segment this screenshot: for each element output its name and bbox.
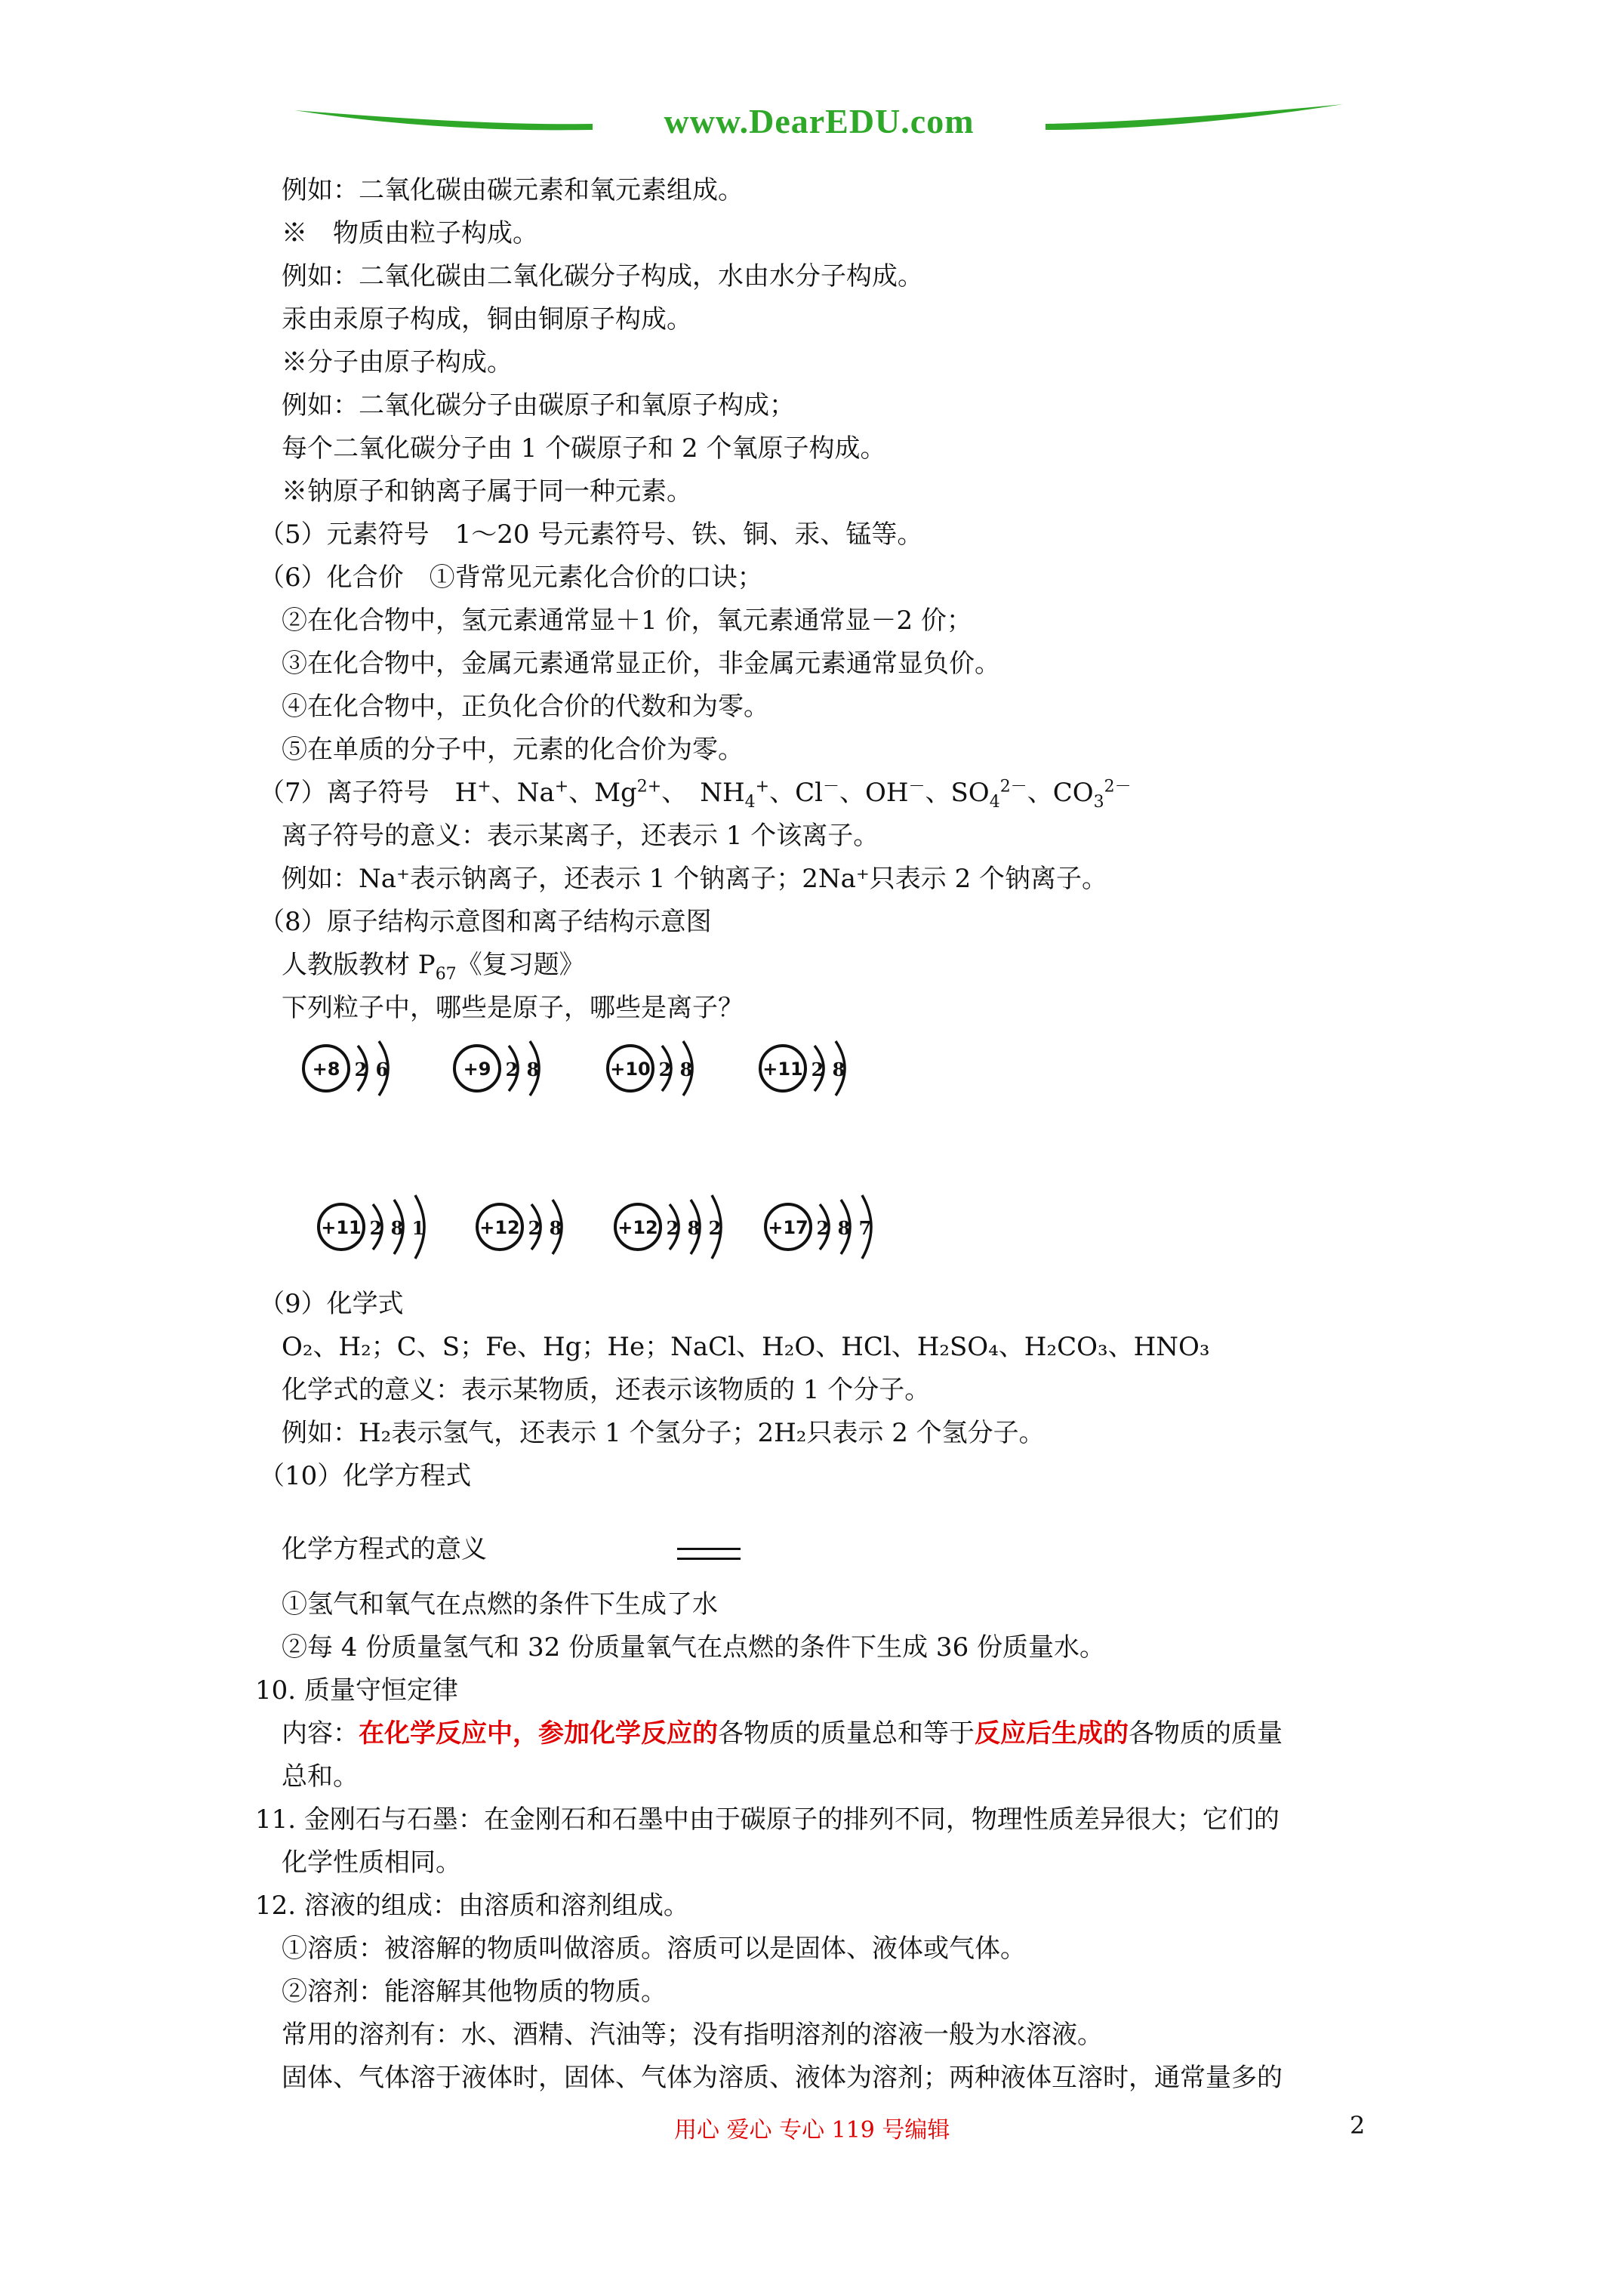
text-line: 化学性质相同。 <box>282 1848 461 1878</box>
electron-count: 8 <box>837 1217 851 1239</box>
ion-symbol: $SO_4^{2-}$ <box>950 777 1027 812</box>
electron-count: 2 <box>666 1217 679 1239</box>
ion-symbol: H+ <box>454 777 491 808</box>
ion-symbol: $CO_3^{2-}$ <box>1052 777 1132 812</box>
electron-count: 2 <box>354 1059 368 1080</box>
electron-count: 2 <box>528 1217 541 1239</box>
nucleus-charge: +17 <box>768 1217 808 1238</box>
nucleus-charge: +12 <box>617 1217 658 1238</box>
electron-count: 2 <box>505 1059 519 1080</box>
electron-count: 8 <box>687 1217 701 1239</box>
electron-count: 8 <box>549 1217 562 1239</box>
electron-count: 2 <box>369 1217 383 1239</box>
text-line: ①溶质：被溶解的物质叫做溶质。溶质可以是固体、液体或气体。 <box>282 1934 1026 1964</box>
electron-count: 2 <box>658 1059 672 1080</box>
atom-structure-diagram <box>454 1041 539 1096</box>
ion-symbol: Na+ <box>516 777 569 808</box>
electron-count: 1 <box>411 1217 425 1239</box>
electron-count: 8 <box>679 1059 693 1080</box>
text-line: （5）元素符号 1～20 号元素符号、铁、铜、汞、锰等。 <box>259 519 923 550</box>
text-line: 化学式的意义：表示某物质，还表示该物质的 1 个分子。 <box>282 1375 931 1405</box>
text-line: ※ 物质由粒子构成。 <box>282 218 538 248</box>
text-line: ①氢气和氧气在点燃的条件下生成了水 <box>282 1589 718 1620</box>
electron-count: 8 <box>390 1217 404 1239</box>
nucleus-charge: +10 <box>610 1059 651 1080</box>
site-logo-text: www.DearEDU.com <box>664 102 975 140</box>
text-line: （9）化学式 <box>259 1289 404 1319</box>
text-line: （10）化学方程式 <box>259 1461 472 1491</box>
textbook-line: 人教版教材 $P_{67}$《复习题》 <box>282 950 585 984</box>
ion-line-prefix: （7）离子符号 <box>259 778 455 808</box>
electron-count: 2 <box>816 1217 830 1239</box>
text-line: 离子符号的意义：表示某离子，还表示 1 个该离子。 <box>282 821 879 851</box>
electron-count: 2 <box>708 1217 722 1239</box>
text-line: 汞由汞原子构成，铜由铜原子构成。 <box>282 304 692 334</box>
text-line: （6）化合价 ①背常见元素化合价的口诀； <box>259 562 763 593</box>
mass-conservation-line: 内容：在化学反应中，参加化学反应的各物质的质量总和等于反应后生成的各物质的质量 <box>282 1718 1283 1749</box>
text-line: 每个二氧化碳分子由 1 个碳原子和 2 个氧原子构成。 <box>282 433 886 464</box>
atom-structure-diagram <box>319 1195 424 1259</box>
ion-symbol: OH－ <box>864 777 925 808</box>
text-line: 总和。 <box>282 1761 359 1792</box>
ion-symbol: Cl－ <box>795 777 839 808</box>
electron-count: 8 <box>832 1059 845 1080</box>
site-header <box>294 97 1344 157</box>
nucleus-charge: +9 <box>463 1059 491 1080</box>
text-line: 化学方程式的意义 <box>282 1534 487 1564</box>
text-line: 12. 溶液的组成：由溶质和溶剂组成。 <box>255 1891 689 1921</box>
text-line: ④在化合物中，正负化合价的代数和为零。 <box>282 692 769 722</box>
atom-structure-diagram <box>765 1195 871 1259</box>
text-line: ※分子由原子构成。 <box>282 347 513 378</box>
text-line: 10. 质量守恒定律 <box>255 1675 458 1706</box>
nucleus-charge: +11 <box>762 1059 803 1080</box>
text-line: 11. 金刚石与石墨：在金刚石和石墨中由于碳原子的排列不同，物理性质差异很大；它们的 <box>255 1804 1280 1835</box>
ion-symbols-line: （7）离子符号 H+、Na+、$Mg^{2+}$、 $NH_4^+$、Cl－、OH－、$SO_4^{2-}$、$CO_3^{2-}$ <box>259 777 1132 812</box>
atom-structure-diagram <box>608 1041 692 1096</box>
atom-structure-diagram <box>615 1195 721 1259</box>
text-line: ②溶剂：能溶解其他物质的物质。 <box>282 1977 667 2007</box>
nucleus-charge: +11 <box>321 1217 362 1238</box>
text-line: ②在化合物中，氢元素通常显＋1 价，氧元素通常显－2 价； <box>282 606 972 636</box>
atom-structure-diagram <box>760 1041 845 1096</box>
electron-count: 7 <box>858 1217 872 1239</box>
text-line: ⑤在单质的分子中，元素的化合价为零。 <box>282 735 744 765</box>
ion-symbol: $NH_4^+$ <box>700 777 770 812</box>
atom-structure-diagram <box>303 1041 388 1096</box>
double-line-symbol <box>677 1548 741 1560</box>
text-line: 例如：H₂表示氢气，还表示 1 个氢分子；2H₂只表示 2 个氢分子。 <box>282 1418 1045 1448</box>
text-line: （8）原子结构示意图和离子结构示意图 <box>259 907 712 937</box>
footer-text: 用心 爱心 专心 119 号编辑 <box>674 2117 950 2143</box>
electron-count: 8 <box>526 1059 540 1080</box>
ion-symbol: $Mg^{2+}$ <box>594 777 662 808</box>
text-line: 常用的溶剂有：水、酒精、汽油等；没有指明溶剂的溶液一般为水溶液。 <box>282 2020 1103 2050</box>
electron-count: 2 <box>811 1059 824 1080</box>
nucleus-charge: +12 <box>479 1217 520 1238</box>
text-line: 例如：Na⁺表示钠离子，还表示 1 个钠离子；2Na⁺只表示 2 个钠离子。 <box>282 864 1108 894</box>
page-number: 2 <box>1350 2111 1366 2140</box>
text-line: 例如：二氧化碳由二氧化碳分子构成，水由水分子构成。 <box>282 261 923 291</box>
electron-count: 6 <box>375 1059 389 1080</box>
text-line: ②每 4 份质量氢气和 32 份质量氧气在点燃的条件下生成 36 份质量水。 <box>282 1632 1106 1663</box>
text-line: ③在化合物中，金属元素通常显正价，非金属元素通常显负价。 <box>282 649 1000 679</box>
text-line: O₂、H₂；C、S；Fe、Hg；He；NaCl、H₂O、HCl、H₂SO₄、H₂CO₃、HNO₃ <box>282 1332 1210 1362</box>
text-line: 例如：二氧化碳由碳元素和氧元素组成。 <box>282 175 744 205</box>
text-line: 固体、气体溶于液体时，固体、气体为溶质、液体为溶剂；两种液体互溶时，通常量多的 <box>282 2063 1283 2093</box>
text-line: 下列粒子中，哪些是原子，哪些是离子？ <box>282 993 744 1023</box>
nucleus-charge: +8 <box>312 1059 340 1080</box>
text-line: ※钠原子和钠离子属于同一种元素。 <box>282 476 692 507</box>
atom-structure-diagram <box>477 1200 562 1254</box>
atom-diagrams <box>287 1034 966 1299</box>
text-line: 例如：二氧化碳分子由碳原子和氧原子构成； <box>282 390 795 421</box>
